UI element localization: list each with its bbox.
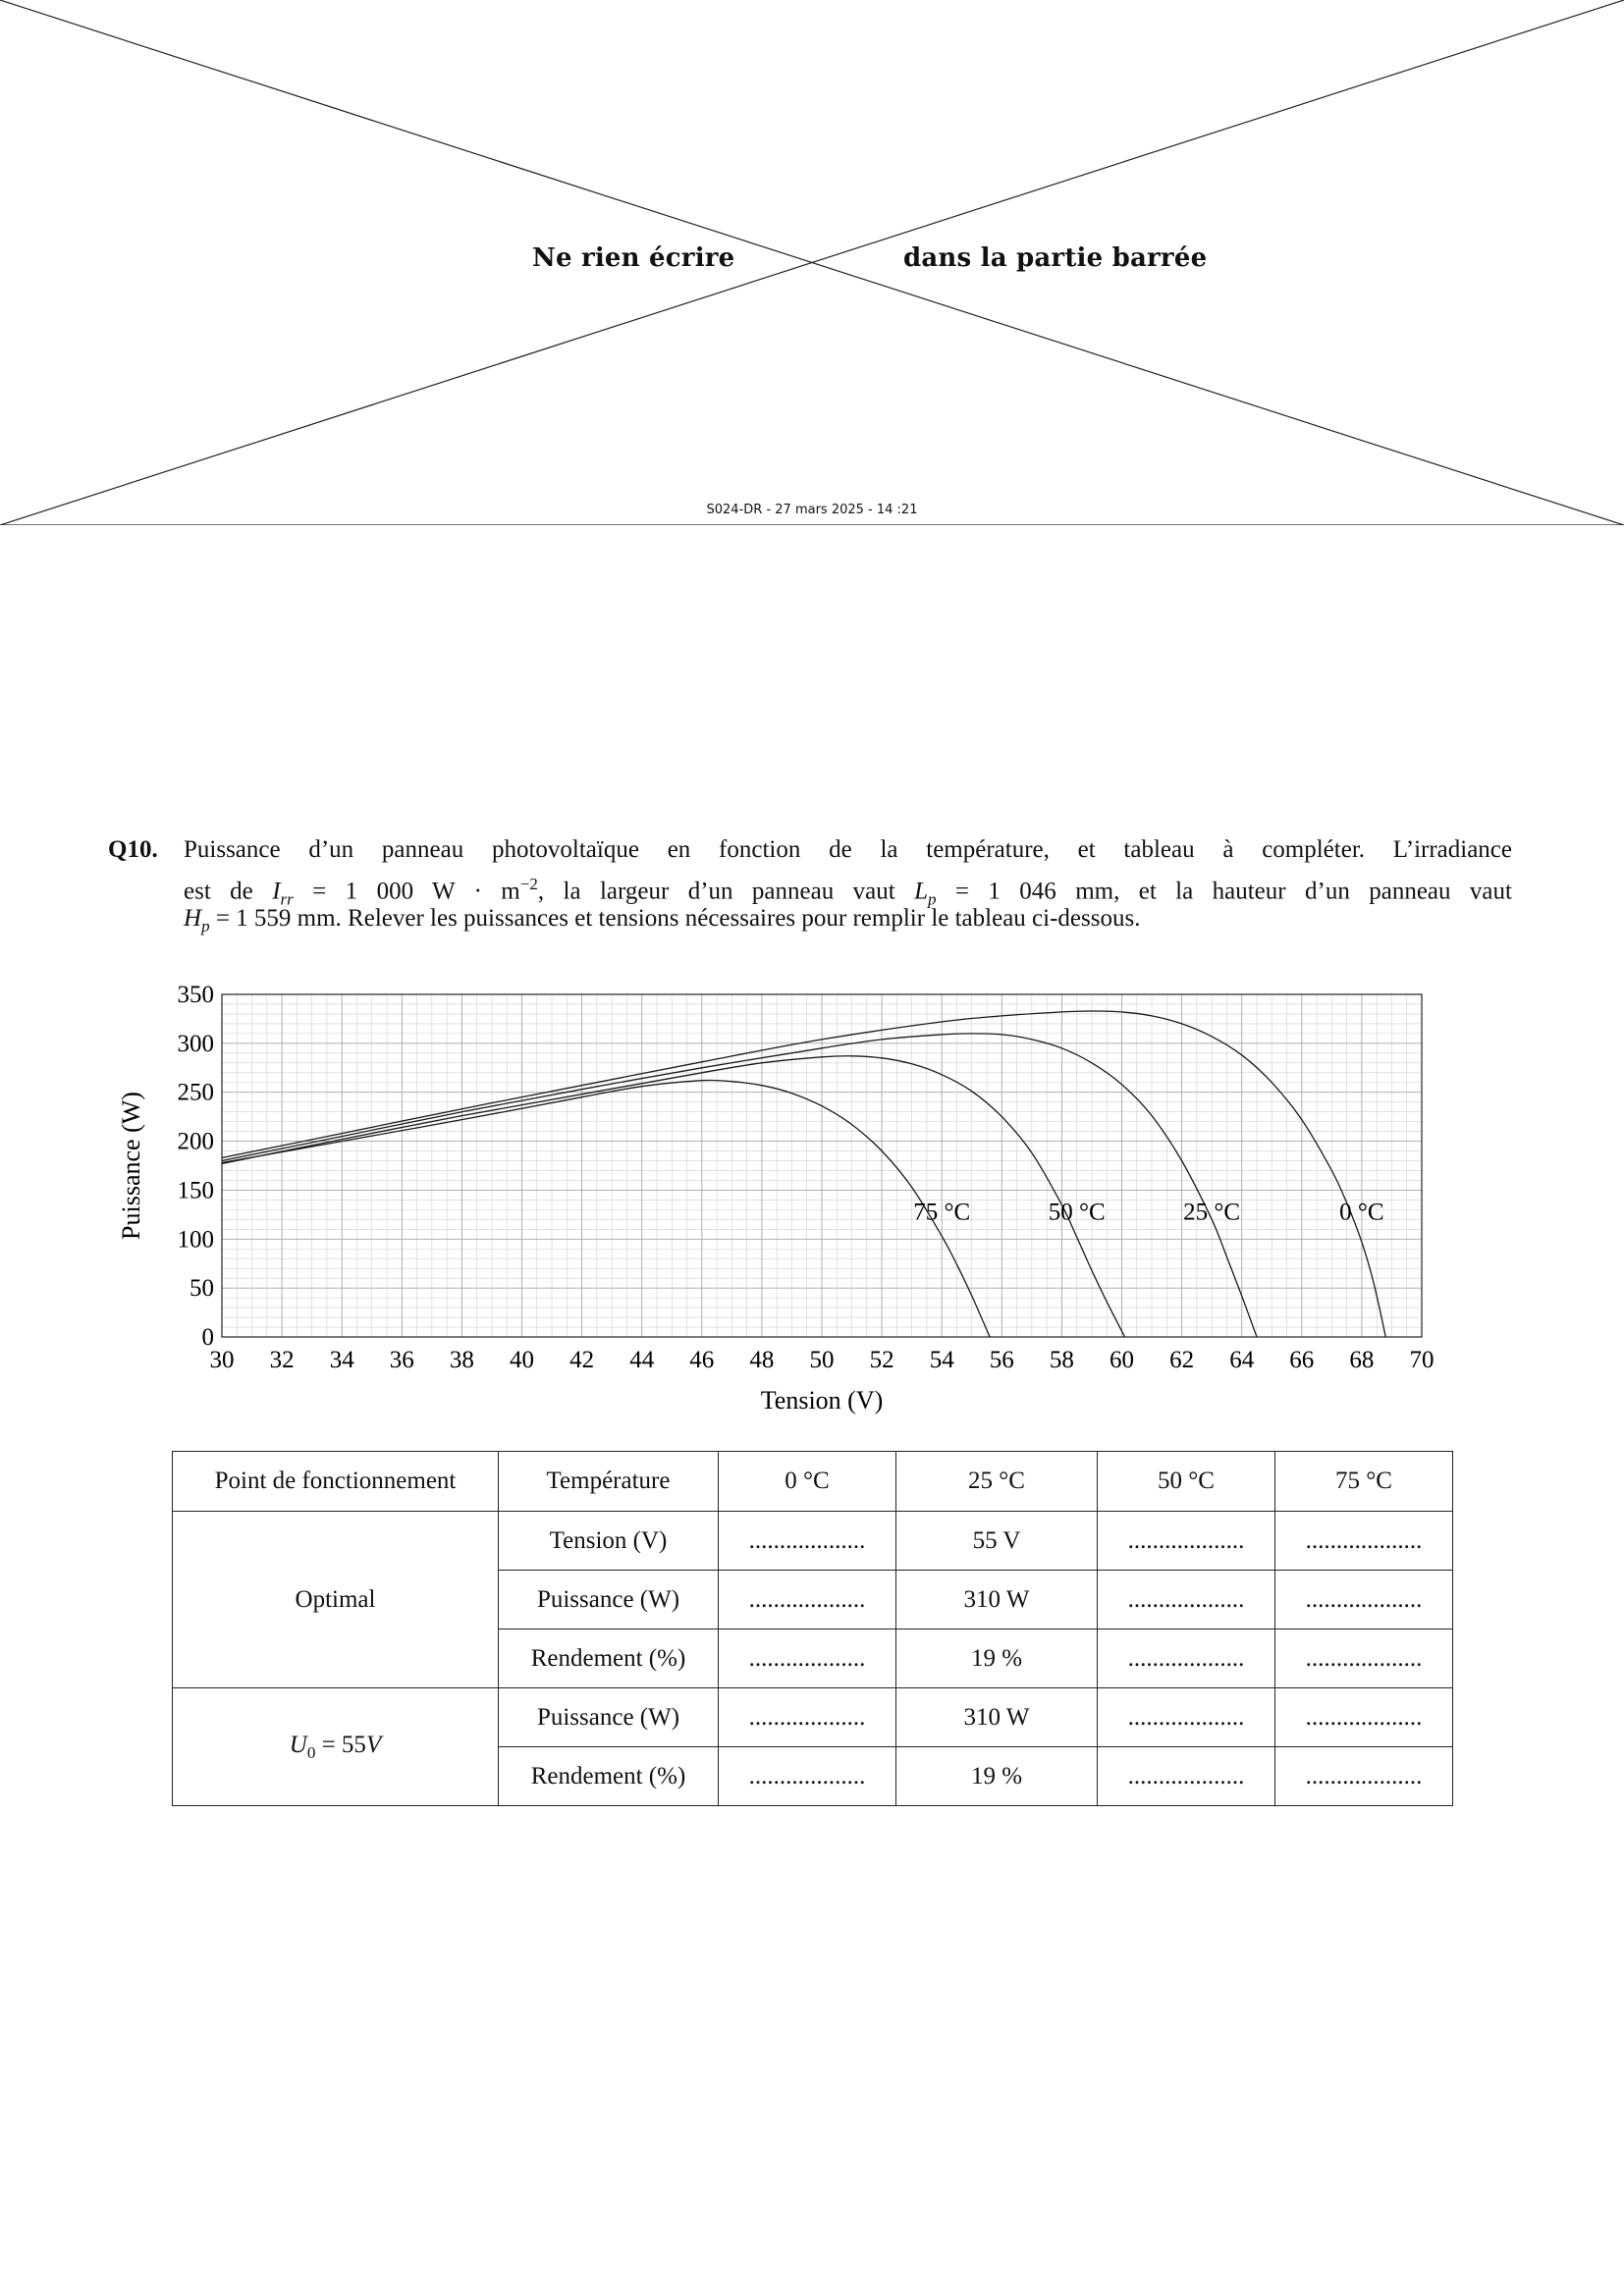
table-header-row — [173, 1452, 1453, 1512]
y-tick-label: 200 — [177, 1128, 214, 1155]
x-tick-label: 64 — [1229, 1347, 1255, 1373]
x-tick-label: 36 — [389, 1347, 414, 1373]
y-tick-label: 350 — [177, 982, 214, 1008]
x-tick-label: 40 — [510, 1347, 534, 1373]
y-tick-label: 300 — [177, 1030, 214, 1057]
x-tick-label: 46 — [689, 1347, 715, 1373]
x-tick-label: 52 — [869, 1347, 894, 1373]
table-header: Température — [499, 1452, 719, 1512]
group-label-u0 — [173, 1688, 499, 1806]
x-tick-label: 66 — [1289, 1347, 1315, 1373]
y-tick-label: 0 — [201, 1324, 214, 1351]
barred-area — [0, 0, 1624, 525]
value-cell: 55 V — [896, 1512, 1098, 1571]
irradiance-symbol: I — [272, 878, 281, 905]
u0-value: = 55 — [315, 1731, 366, 1758]
height-subscript: p — [201, 917, 210, 935]
x-tick-label: 54 — [929, 1347, 954, 1373]
series-line — [222, 1080, 990, 1337]
x-tick-label: 58 — [1049, 1347, 1074, 1373]
x-tick-label: 32 — [269, 1347, 295, 1373]
u0-unit: V — [365, 1731, 382, 1758]
barred-text-left: Ne rien écrire — [532, 243, 735, 273]
y-axis-label: Puissance (W) — [117, 1092, 145, 1240]
table-row — [173, 1688, 1453, 1747]
quantity-cell: Rendement (%) — [499, 1629, 719, 1688]
footer-code: S024-DR - 27 mars 2025 - 14 :21 — [706, 503, 918, 517]
curve-labels — [913, 1199, 1383, 1225]
width-subscript: p — [927, 889, 937, 909]
series-label: 0 °C — [1339, 1199, 1384, 1226]
irradiance-value: = 1 000 W · m — [293, 878, 520, 905]
q-text: , la largeur d’un panneau vaut — [537, 878, 915, 905]
width-symbol: L — [914, 878, 928, 905]
x-tick-label: 42 — [569, 1347, 595, 1373]
x-tick-label: 30 — [209, 1347, 235, 1373]
series-label: 50 °C — [1048, 1199, 1106, 1226]
x-tick-label: 62 — [1169, 1347, 1195, 1373]
blank-cell[interactable]: ................... — [1275, 1688, 1453, 1747]
height-symbol: H — [184, 905, 202, 932]
x-tick-label: 44 — [629, 1347, 655, 1373]
x-axis-label: Tension (V) — [760, 1386, 884, 1415]
irradiance-exponent: −2 — [519, 875, 538, 893]
blank-cell[interactable]: ................... — [1275, 1747, 1453, 1806]
x-tick-label: 70 — [1409, 1347, 1435, 1373]
question-number: Q10. — [108, 836, 158, 863]
blank-cell[interactable]: ................... — [1098, 1571, 1275, 1629]
results-table-wrapper — [172, 1451, 1453, 1806]
x-tick-label: 48 — [749, 1347, 775, 1373]
u0-symbol: U — [289, 1731, 307, 1758]
value-cell: 310 W — [896, 1688, 1098, 1747]
blank-cell[interactable]: ................... — [1275, 1512, 1453, 1571]
quantity-cell: Tension (V) — [499, 1512, 719, 1571]
series-line — [222, 1056, 1125, 1337]
blank-cell[interactable]: ................... — [1098, 1512, 1275, 1571]
quantity-cell: Puissance (W) — [499, 1571, 719, 1629]
table-header: Point de fonctionnement — [173, 1452, 499, 1512]
barred-text-right: dans la partie barrée — [903, 243, 1208, 273]
value-cell: 19 % — [896, 1629, 1098, 1688]
table-header: 25 °C — [896, 1452, 1098, 1512]
blank-cell[interactable]: ................... — [1275, 1571, 1453, 1629]
y-tick-label: 150 — [177, 1177, 214, 1204]
x-tick-label: 34 — [329, 1347, 354, 1373]
blank-cell[interactable]: ................... — [719, 1688, 896, 1747]
axis-ticks — [178, 982, 1435, 1373]
blank-cell[interactable]: ................... — [1098, 1629, 1275, 1688]
x-tick-label: 38 — [449, 1347, 474, 1373]
irradiance-subscript: rr — [280, 889, 294, 909]
group-label-optimal: Optimal — [173, 1512, 499, 1688]
x-tick-label: 60 — [1110, 1347, 1134, 1373]
table-row — [173, 1512, 1453, 1571]
blank-cell[interactable]: ................... — [1275, 1629, 1453, 1688]
y-tick-label: 250 — [177, 1079, 214, 1106]
x-tick-label: 50 — [809, 1347, 835, 1373]
blank-cell[interactable]: ................... — [719, 1629, 896, 1688]
blank-cell[interactable]: ................... — [719, 1747, 896, 1806]
question-line-1: Puissance d’un panneau photovoltaïque en fonction de la température, et tableau à compléter. L’irradiance — [184, 836, 1512, 863]
blank-cell[interactable]: ................... — [719, 1571, 896, 1629]
question-line-3 — [184, 901, 1512, 943]
u0-subscript: 0 — [306, 1742, 316, 1762]
y-tick-label: 100 — [177, 1226, 214, 1254]
quantity-cell: Puissance (W) — [499, 1688, 719, 1747]
x-tick-label: 68 — [1349, 1347, 1375, 1373]
barred-cross — [0, 0, 1624, 525]
blank-cell[interactable]: ................... — [719, 1512, 896, 1571]
table-header: 50 °C — [1098, 1452, 1275, 1512]
x-tick-label: 56 — [989, 1347, 1014, 1373]
quantity-cell: Rendement (%) — [499, 1747, 719, 1806]
table-header: 0 °C — [719, 1452, 896, 1512]
value-cell: 310 W — [896, 1571, 1098, 1629]
table-header: 75 °C — [1275, 1452, 1453, 1512]
series-label: 25 °C — [1183, 1199, 1241, 1226]
blank-cell[interactable]: ................... — [1098, 1688, 1275, 1747]
series-label: 75 °C — [913, 1199, 971, 1226]
width-value: = 1 046 mm, et la hauteur d’un panneau vaut — [936, 878, 1512, 905]
q-text: est de — [184, 878, 273, 905]
y-tick-label: 50 — [189, 1275, 214, 1303]
height-value: = 1 559 mm. Relever les puissances et tensions nécessaires pour remplir le tableau ci-dessous. — [209, 905, 1141, 932]
grid-major — [222, 994, 1422, 1337]
blank-cell[interactable]: ................... — [1098, 1747, 1275, 1806]
power-voltage-chart — [108, 977, 1463, 1418]
results-table — [172, 1451, 1453, 1806]
value-cell: 19 % — [896, 1747, 1098, 1806]
